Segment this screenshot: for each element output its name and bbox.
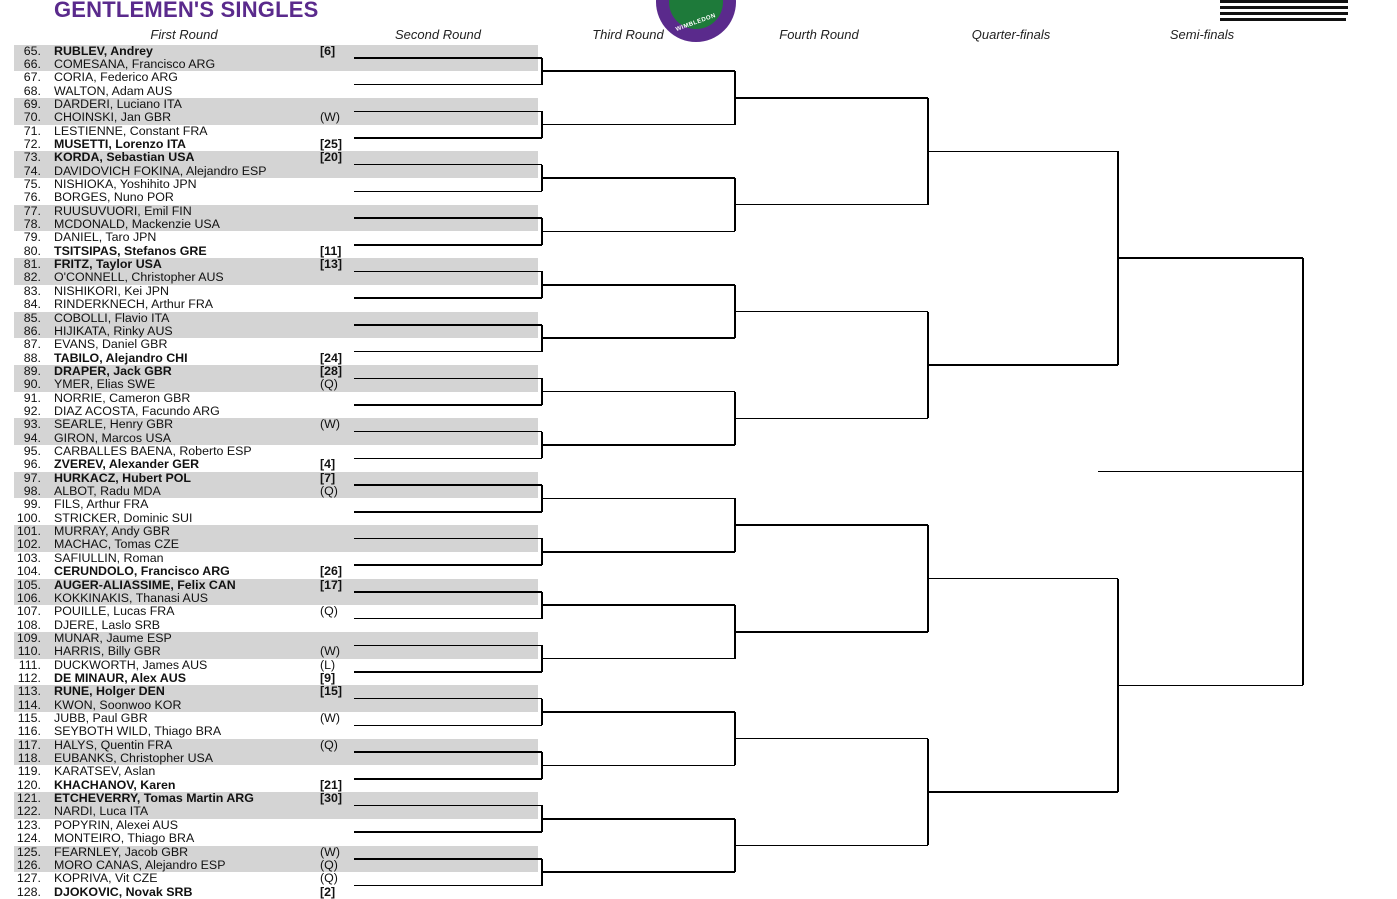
bracket-line	[735, 311, 928, 313]
player-number: 68.	[23, 83, 41, 98]
player-number: 100.	[16, 510, 41, 525]
player-number: 98.	[23, 484, 41, 499]
player-name: KOKKINAKIS, Thanasi AUS	[54, 590, 209, 605]
player-row	[0, 405, 540, 418]
player-seed: [17]	[320, 577, 343, 592]
bracket-line	[735, 418, 928, 420]
player-seed: (W)	[320, 417, 340, 432]
player-number: 90.	[23, 377, 41, 392]
player-number: 121.	[16, 791, 41, 806]
player-name: DJERE, Laslo SRB	[54, 617, 161, 632]
player-name: POUILLE, Lucas FRA	[54, 604, 175, 619]
player-row	[0, 592, 540, 605]
player-row	[0, 378, 540, 391]
player-row	[0, 298, 540, 311]
bracket-line	[354, 57, 542, 59]
player-number: 86.	[23, 323, 41, 338]
bracket-line	[354, 324, 542, 326]
player-number: 113.	[17, 684, 41, 699]
player-name: YMER, Elias SWE	[54, 377, 156, 392]
player-number: 94.	[23, 430, 41, 445]
player-row	[0, 151, 540, 164]
player-row	[0, 832, 540, 845]
bracket-line	[542, 337, 735, 339]
player-number: 101.	[16, 524, 41, 539]
player-row	[0, 338, 540, 351]
bracket-line	[354, 778, 542, 780]
player-name: TABILO, Alejandro CHI	[54, 350, 188, 365]
player-seed: [2]	[320, 884, 336, 899]
bracket-line	[1098, 471, 1303, 473]
player-number: 114.	[17, 697, 41, 712]
bracket-line	[928, 791, 1118, 793]
bracket-line	[354, 645, 542, 647]
player-name: CERUNDOLO, Francisco ARG	[54, 564, 230, 579]
player-name: DIAZ ACOSTA, Facundo ARG	[54, 403, 220, 418]
player-name: JUBB, Paul GBR	[54, 711, 148, 725]
player-number: 106.	[16, 590, 41, 605]
player-number: 124.	[16, 831, 41, 846]
bracket-line	[542, 231, 735, 233]
player-row	[0, 538, 540, 551]
player-number: 70.	[23, 110, 41, 125]
player-name: DANIEL, Taro JPN	[54, 230, 157, 245]
player-number: 115.	[17, 711, 41, 725]
player-row	[0, 231, 540, 244]
player-row	[0, 458, 540, 471]
bracket-line	[542, 765, 735, 767]
player-seed: [11]	[320, 243, 342, 258]
player-row	[0, 859, 540, 872]
bracket-line	[735, 97, 928, 99]
player-number: 92.	[23, 403, 41, 418]
player-row	[0, 285, 540, 298]
player-name: HIJIKATA, Rinky AUS	[54, 323, 173, 338]
player-name: FEARNLEY, Jacob GBR	[54, 844, 189, 859]
player-row	[0, 58, 540, 71]
player-number: 83.	[23, 283, 41, 298]
player-seed: [20]	[320, 150, 343, 165]
player-name: DRAPER, Jack GBR	[54, 363, 172, 378]
round-header-quarter: Quarter-finals	[971, 27, 1051, 42]
player-seed: (Q)	[320, 737, 338, 752]
bracket-line	[354, 137, 542, 139]
player-name: RUNE, Holger DEN	[54, 684, 165, 699]
player-row	[0, 432, 540, 445]
player-seed: (Q)	[320, 377, 338, 392]
player-number: 112.	[17, 670, 41, 685]
bracket-line	[735, 845, 928, 847]
bracket-line	[735, 524, 928, 526]
bracket-line	[354, 591, 542, 593]
bracket-line	[354, 511, 542, 513]
player-row	[0, 525, 540, 538]
player-name: ZVEREV, Alexander GER	[54, 457, 200, 472]
bracket-line	[542, 871, 735, 873]
player-row	[0, 619, 540, 632]
player-number: 73.	[23, 150, 41, 165]
player-number: 95.	[23, 444, 41, 458]
player-seed: [24]	[320, 350, 343, 365]
player-seed: [25]	[320, 136, 343, 151]
player-number: 107.	[16, 604, 41, 619]
bracket-line	[354, 244, 542, 246]
bracket-line	[354, 698, 542, 700]
player-number: 109.	[16, 630, 41, 645]
player-row	[0, 98, 540, 111]
player-name: FRITZ, Taylor USA	[54, 257, 162, 272]
player-number: 81.	[23, 257, 41, 272]
player-number: 108.	[16, 617, 41, 632]
player-number: 66.	[23, 56, 41, 71]
player-number: 110.	[17, 644, 41, 659]
player-name: KOPRIVA, Vit CZE	[54, 871, 158, 886]
player-row	[0, 178, 540, 191]
player-seed: [15]	[320, 684, 343, 699]
bracket-line	[542, 498, 735, 500]
bracket-line	[354, 111, 542, 113]
bracket-line	[542, 177, 735, 179]
player-name: CHOINSKI, Jan GBR	[54, 110, 172, 125]
player-name: LESTIENNE, Constant FRA	[54, 123, 208, 138]
player-name: MUSETTI, Lorenzo ITA	[54, 136, 186, 151]
player-row	[0, 552, 540, 565]
player-number: 78.	[23, 217, 41, 232]
player-number: 96.	[23, 457, 41, 472]
player-row	[0, 645, 540, 658]
bracket-line	[354, 671, 542, 673]
bracket-line	[354, 751, 542, 753]
round-header-semi: Semi-finals	[1169, 27, 1235, 42]
player-row	[0, 352, 540, 365]
player-number: 75.	[23, 177, 41, 191]
player-seed: [21]	[320, 777, 343, 792]
player-row	[0, 739, 540, 752]
player-name: NISHIKORI, Kei JPN	[54, 283, 169, 298]
player-number: 88.	[23, 350, 41, 365]
bracket-line	[354, 84, 542, 86]
player-row	[0, 886, 540, 899]
player-name: BORGES, Nuno POR	[54, 190, 174, 205]
player-number: 116.	[17, 724, 41, 739]
bracket-line	[542, 70, 735, 72]
player-number: 99.	[23, 497, 41, 512]
player-row	[0, 258, 540, 271]
bracket-line	[354, 217, 542, 219]
player-number: 67.	[23, 70, 41, 85]
player-name: NISHIOKA, Yoshihito JPN	[54, 177, 197, 191]
player-name: KWON, Soonwoo KOR	[54, 697, 182, 712]
player-row	[0, 418, 540, 431]
player-number: 74.	[23, 163, 41, 178]
player-row	[0, 191, 540, 204]
player-row	[0, 245, 540, 258]
logo-text: WIMBLEDON	[675, 12, 717, 34]
player-name: RUBLEV, Andrey	[54, 43, 153, 58]
bracket-line	[354, 725, 542, 727]
bracket-line	[354, 831, 542, 833]
player-name: STRICKER, Dominic SUI	[54, 510, 193, 525]
player-name: TSITSIPAS, Stefanos GRE	[54, 243, 207, 258]
player-row	[0, 485, 540, 498]
player-seed: (W)	[320, 110, 340, 125]
player-name: WALTON, Adam AUS	[54, 83, 173, 98]
player-name: DAVIDOVICH FOKINA, Alejandro ESP	[54, 163, 267, 178]
player-row	[0, 365, 540, 378]
player-row	[0, 125, 540, 138]
bracket-line	[735, 738, 928, 740]
player-number: 103.	[16, 550, 41, 565]
bracket-line	[542, 711, 735, 713]
player-number: 89.	[23, 363, 41, 378]
player-seed: (Q)	[320, 484, 338, 499]
player-number: 105.	[16, 577, 41, 592]
player-row	[0, 725, 540, 738]
player-name: EVANS, Daniel GBR	[54, 337, 168, 352]
bracket-line	[542, 551, 735, 553]
player-name: DE MINAUR, Alex AUS	[54, 670, 186, 685]
player-row	[0, 632, 540, 645]
player-row	[0, 712, 540, 725]
player-number: 93.	[23, 417, 41, 432]
player-name: GIRON, Marcos USA	[54, 430, 172, 445]
player-seed: [9]	[320, 670, 336, 685]
player-name: HURKACZ, Hubert POL	[54, 470, 191, 485]
player-name: ETCHEVERRY, Tomas Martin ARG	[54, 791, 254, 806]
player-name: CARBALLES BAENA, Roberto ESP	[54, 444, 252, 458]
bracket-line	[354, 805, 542, 807]
player-seed: (Q)	[320, 871, 338, 886]
player-row	[0, 872, 540, 885]
player-name: RINDERKNECH, Arthur FRA	[54, 297, 214, 312]
player-row	[0, 765, 540, 778]
bracket-line	[542, 604, 735, 606]
player-number: 85.	[23, 310, 41, 325]
player-row	[0, 846, 540, 859]
player-name: POPYRIN, Alexei AUS	[54, 817, 178, 832]
player-seed: [28]	[320, 363, 343, 378]
bracket-line	[354, 164, 542, 166]
bracket-line	[354, 191, 542, 193]
player-row	[0, 819, 540, 832]
player-number: 71.	[23, 123, 41, 138]
player-number: 82.	[23, 270, 41, 285]
page-title: GENTLEMEN'S SINGLES	[54, 0, 319, 22]
player-seed: [26]	[320, 564, 343, 579]
player-row	[0, 138, 540, 151]
bracket-line	[928, 151, 1118, 153]
player-number: 79.	[23, 230, 41, 245]
player-name: EUBANKS, Christopher USA	[54, 751, 214, 766]
player-name: NARDI, Luca ITA	[54, 804, 149, 819]
player-name: KARATSEV, Aslan	[54, 764, 156, 779]
round-header-second: Second Round	[394, 27, 482, 42]
player-seed: [13]	[320, 257, 343, 272]
player-seed: [7]	[320, 470, 336, 485]
bracket-line	[542, 818, 735, 820]
player-row	[0, 472, 540, 485]
player-number: 102.	[16, 537, 41, 552]
player-seed: [30]	[320, 791, 343, 806]
player-name: RUUSUVUORI, Emil FIN	[54, 203, 192, 218]
bracket-line	[735, 631, 928, 633]
player-number: 87.	[23, 337, 41, 352]
player-name: KORDA, Sebastian USA	[54, 150, 195, 165]
bracket-line	[354, 618, 542, 620]
player-number: 123.	[16, 817, 41, 832]
player-row	[0, 605, 540, 618]
player-seed: (Q)	[320, 857, 338, 872]
player-number: 120.	[16, 777, 41, 792]
player-name: SEYBOTH WILD, Thiago BRA	[54, 724, 222, 739]
player-row	[0, 498, 540, 511]
player-name: COMESANA, Francisco ARG	[54, 56, 216, 71]
player-seed: [6]	[320, 43, 336, 58]
player-seed: (W)	[320, 844, 340, 859]
bracket-line	[354, 484, 542, 486]
round-header-fourth: Fourth Round	[779, 27, 859, 42]
player-row	[0, 85, 540, 98]
player-name: MUNAR, Jaume ESP	[54, 630, 172, 645]
bracket-line	[542, 284, 735, 286]
player-row	[0, 271, 540, 284]
player-seed: (L)	[320, 657, 336, 672]
player-name: FILS, Arthur FRA	[54, 497, 149, 512]
player-number: 69.	[23, 96, 41, 111]
player-number: 126.	[16, 857, 41, 872]
bracket-line	[1118, 257, 1303, 259]
player-number: 125.	[16, 844, 41, 859]
player-number: 122.	[16, 804, 41, 819]
bracket-line	[542, 658, 735, 660]
player-number: 104.	[16, 564, 41, 579]
player-number: 84.	[23, 297, 41, 312]
player-seed: [4]	[320, 457, 336, 472]
player-name: HALYS, Quentin FRA	[54, 737, 173, 752]
player-row	[0, 579, 540, 592]
bracket-line	[928, 578, 1118, 580]
player-name: MCDONALD, Mackenzie USA	[54, 217, 220, 232]
bracket-line	[354, 404, 542, 406]
player-number: 77.	[23, 203, 41, 218]
bracket-line	[354, 538, 542, 540]
player-number: 117.	[17, 737, 41, 752]
player-row	[0, 752, 540, 765]
bracket-line	[354, 431, 542, 433]
bracket-line	[354, 271, 542, 273]
player-row	[0, 565, 540, 578]
player-number: 76.	[23, 190, 41, 205]
player-name: DUCKWORTH, James AUS	[54, 657, 208, 672]
player-row	[0, 659, 540, 672]
player-row	[0, 685, 540, 698]
player-number: 127.	[16, 871, 41, 886]
player-number: 97.	[23, 470, 41, 485]
player-name: COBOLLI, Flavio ITA	[54, 310, 170, 325]
player-row	[0, 325, 540, 338]
player-row	[0, 45, 540, 58]
player-name: KHACHANOV, Karen	[54, 777, 176, 792]
player-name: MACHAC, Tomas CZE	[54, 537, 180, 552]
bracket-line	[1118, 685, 1303, 687]
player-name: NORRIE, Cameron GBR	[54, 390, 191, 405]
bracket-line	[542, 391, 735, 393]
player-number: 65.	[23, 43, 41, 58]
player-seed: (W)	[320, 644, 340, 659]
player-name: AUGER-ALIASSIME, Felix CAN	[54, 577, 236, 592]
player-seed: (Q)	[320, 604, 338, 619]
round-header-third: Third Round	[592, 27, 664, 42]
bracket-line	[354, 351, 542, 353]
bracket-line	[735, 204, 928, 206]
player-number: 72.	[23, 136, 41, 151]
player-row	[0, 672, 540, 685]
player-row	[0, 805, 540, 818]
player-row	[0, 165, 540, 178]
bracket-line	[354, 458, 542, 460]
player-number: 128.	[16, 884, 41, 899]
player-row	[0, 205, 540, 218]
bracket-line	[354, 885, 542, 887]
player-row	[0, 218, 540, 231]
player-row	[0, 71, 540, 84]
bracket-line	[542, 444, 735, 446]
bracket-line	[354, 564, 542, 566]
player-number: 111.	[18, 657, 41, 672]
player-name: SAFIULLIN, Roman	[54, 550, 164, 565]
player-row	[0, 111, 540, 124]
bracket-line	[928, 364, 1118, 366]
player-row	[0, 512, 540, 525]
bracket-line	[354, 297, 542, 299]
player-name: MORO CANAS, Alejandro ESP	[54, 857, 226, 872]
player-row	[0, 392, 540, 405]
player-seed: (W)	[320, 711, 340, 725]
player-row	[0, 792, 540, 805]
player-number: 80.	[23, 243, 41, 258]
player-name: DARDERI, Luciano ITA	[54, 96, 182, 111]
bracket-line	[542, 124, 735, 126]
player-name: ALBOT, Radu MDA	[54, 484, 161, 499]
player-name: MURRAY, Andy GBR	[54, 524, 170, 539]
player-name: SEARLE, Henry GBR	[54, 417, 174, 432]
bracket-line	[354, 378, 542, 380]
bracket-line	[354, 858, 542, 860]
player-row	[0, 779, 540, 792]
player-number: 119.	[17, 764, 41, 779]
player-name: HARRIS, Billy GBR	[54, 644, 161, 659]
player-name: DJOKOVIC, Novak SRB	[54, 884, 193, 899]
player-row	[0, 445, 540, 458]
player-name: O'CONNELL, Christopher AUS	[54, 270, 224, 285]
player-name: MONTEIRO, Thiago BRA	[54, 831, 195, 846]
player-number: 118.	[17, 751, 41, 766]
player-row	[0, 699, 540, 712]
player-name: CORIA, Federico ARG	[54, 70, 178, 85]
round-header-first: First Round	[150, 27, 218, 42]
player-row	[0, 312, 540, 325]
player-number: 91.	[23, 390, 41, 405]
